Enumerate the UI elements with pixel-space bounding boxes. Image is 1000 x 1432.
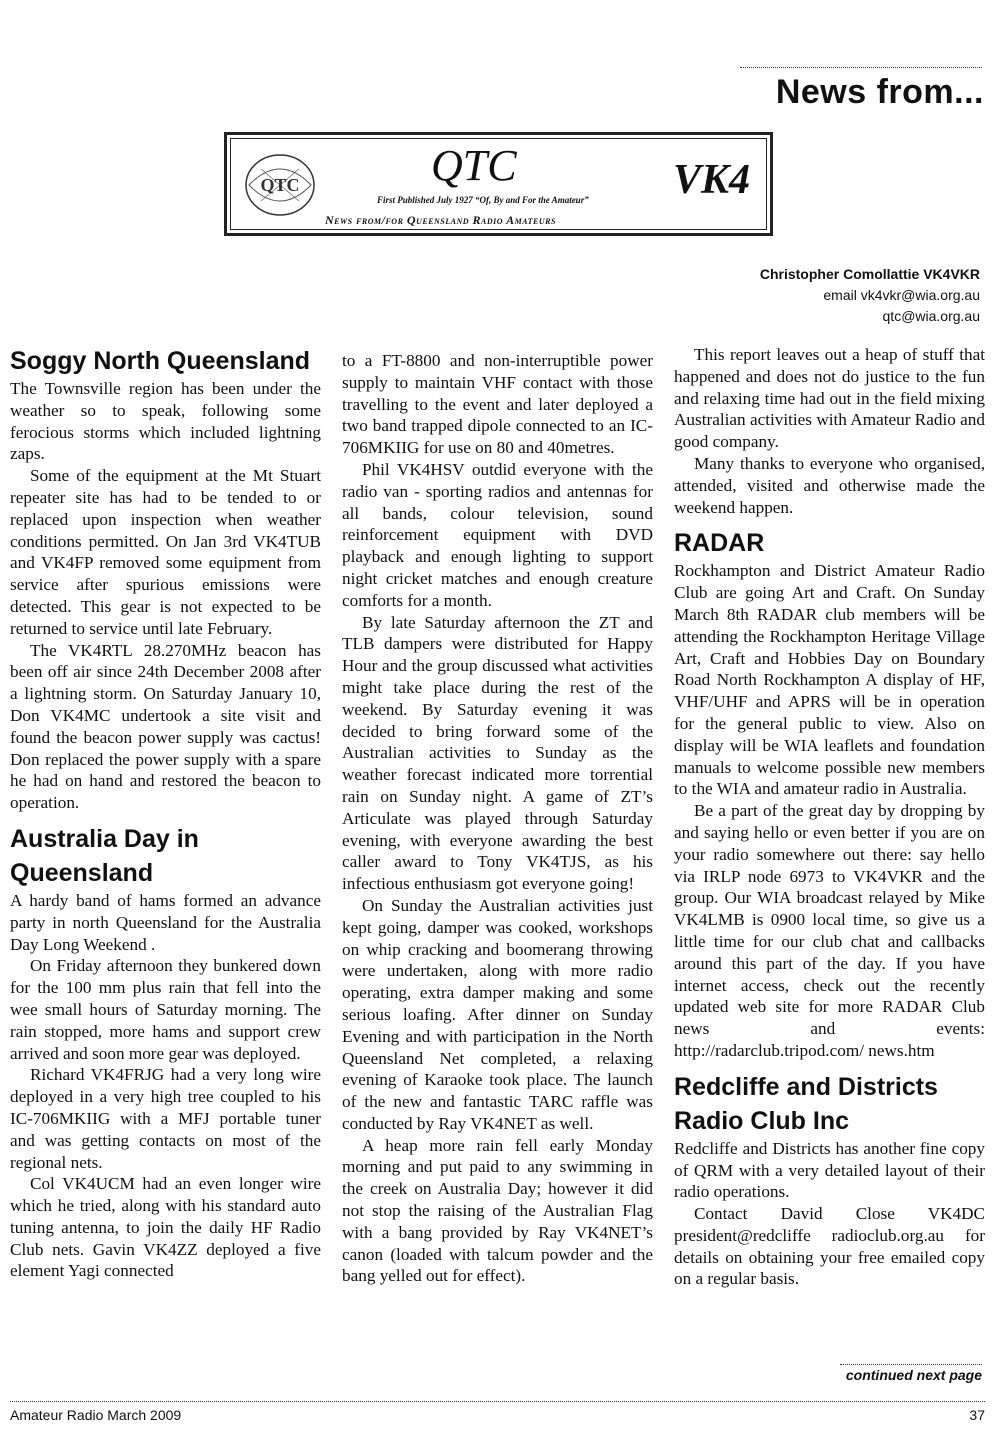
paragraph: Be a part of the great day by dropping by and saying hello or even better if you are on your radio somewhere out there: say hello via IRLP node 6973 to VK4VKR and the group. Our WIA broadcast relayed by Mike VK4LMB is 0900 local time, so give us a little time for our club chat and callbacks around this part of the day. If you have internet access, check out the recently updated web site for more RADAR Club news and events: http://radarclub.tripod.com/ news.htm: [674, 801, 985, 1060]
paragraph: Col VK4UCM had an even longer wire which he tried, along with his standard auto tuning antenna, to join the daily HF Radio Club nets. Gavin VK4ZZ deployed a five element Yagi connected: [10, 1174, 321, 1281]
heading-australia-day: Australia Day in Queensland: [10, 824, 199, 887]
section-title: News from...: [775, 73, 984, 111]
qtc-published-line: First Published July 1927 “Of, By and For the Amateur”: [377, 195, 589, 205]
column-2: [342, 350, 653, 1287]
paragraph: A heap more rain fell early Monday morning and put paid to any swimming in the creek on Australia Day; however it did not stop the raising of the Australian Flag with a bang provided by Ray VK4NET’s canon (loaded with talcum powder and the bang yelled out for effect).: [342, 1135, 653, 1286]
heading-redcliffe: Redcliffe and Districts Radio Club Inc: [674, 1072, 938, 1135]
paragraph: Contact David Close VK4DC president@redcliffe radioclub.org.au for details on obtaining your free emailed copy on a regular basis.: [674, 1204, 985, 1289]
heading-soggy-north-queensland: Soggy North Queensland: [10, 347, 311, 375]
paragraph: A hardy band of hams formed an advance party in north Queensland for the Australia Day Long Weekend .: [10, 890, 321, 954]
qtc-title: QTC: [431, 141, 517, 190]
qtc-tagline: News from/for Queensland Radio Amateurs: [325, 213, 556, 227]
paragraph: On Sunday the Australian activities just kept going, damper was cooked, workshops on whip cracking and boomerang throwing were undertaken, along with more radio operating, extra damper making and some serious loafing. After dinner on Sunday Evening and with participation in the North Queensland Net completed, a relaxing evening of Karaoke took place. The launch of the new and fantastic TARC raffle was conducted by Ray VK4NET as well.: [342, 895, 653, 1133]
qtc-banner-inner: [230, 138, 767, 230]
paragraph: Richard VK4FRJG had a very long wire deployed in a very high tree coupled to his IC-706MKIIG with a MFJ portable tuner and was getting contacts on most of the regional nets.: [10, 1065, 321, 1172]
heading-radar: RADAR: [674, 529, 765, 558]
qtc-region: VK4: [672, 157, 750, 203]
byline-email: email vk4vkr@wia.org.au: [823, 287, 980, 303]
paragraph: On Friday afternoon they bunkered down for the 100 mm plus rain that fell into the wee small hours of Saturday morning. The rain stopped, more hams and support crew arrived and soon more gear was deployed.: [10, 956, 321, 1063]
paragraph: The VK4RTL 28.270MHz beacon has been off air since 24th December 2008 after a lightning storm. On Saturday January 10, Don VK4MC undertook a site visit and found the beacon power supply was cactus! Don replaced the power supply with a spare he had on hand and restored the beacon to operation.: [10, 640, 321, 813]
column-1: [10, 344, 321, 1282]
paragraph: This report leaves out a heap of stuff that happened and does not do justice to the fun and relaxing time had out in the field mixing Australian activities with Amateur Radio and good company.: [674, 345, 985, 452]
footer-publication: Amateur Radio March 2009: [10, 1407, 182, 1423]
byline: [600, 264, 980, 327]
paragraph: By late Saturday afternoon the ZT and TLB dampers were distributed for Happy Hour and the group discussed what activities might take place during the rest of the weekend. By Saturday evening it was decided to bring forward some of the Australian activities to Sunday as the weather forecast indicated more torrential rain on Sunday night. A game of ZT’s Articulate was played through Saturday evening, with everyone awarding the best caller award to Tony VK4TJS, as his infectious enthusiasm got everyone going!: [342, 612, 653, 894]
qtc-logo-icon: [241, 149, 319, 221]
continued-next-page: continued next page: [840, 1364, 982, 1383]
paragraph: Many thanks to everyone who organised, attended, visited and otherwise made the weekend happen.: [674, 453, 985, 517]
column-3: [674, 344, 985, 1290]
svg-text:QTC: QTC: [260, 175, 300, 195]
paragraph: Some of the equipment at the Mt Stuart repeater site has had to be tended to or replaced upon inspection when weather conditions permitted. On Jan 3rd VK4TUB and VK4FP removed some equipment from service after spurious emissions were detected. This gear is not expected to be returned to service until late February.: [10, 466, 321, 638]
paragraph: Rockhampton and District Amateur Radio Club are going Art and Craft. On Sunday March 8th RADAR club members will be attending the Rockhampton Heritage Village Art, Craft and Hobbies Day on Boundary Road North Rockhampton A display of HF, VHF/UHF and APRS will be in operation for the general public to view. Also on display will be WIA leaflets and foundation manuals to welcome possible new members to the WIA and amateur radio in Australia.: [674, 561, 985, 799]
paragraph: Redcliffe and Districts has another fine copy of QRM with a very detailed layout of their radio operations.: [674, 1138, 985, 1202]
qtc-banner: [224, 132, 773, 236]
byline-author: Christopher Comollattie VK4VKR: [759, 266, 980, 282]
paragraph: Phil VK4HSV outdid everyone with the radio van - sporting radios and antennas for all bands, colour television, sound reinforcement equipment with DVD playback and enough lighting to support night cricket matches and enough creature comforts for a month.: [342, 459, 653, 610]
paragraph: The Townsville region has been under the weather so to speak, following some ferocious storms which included lightning zaps.: [10, 379, 321, 464]
paragraph: to a FT-8800 and non-interruptible power supply to maintain VHF contact with those travelling to the event and later deployed a two band trapped dipole connected to an IC-706MKIIG for use on 80 and 40metres.: [342, 351, 653, 458]
page-number: 37: [969, 1407, 985, 1423]
footer-rule: [10, 1401, 985, 1402]
byline-email-2: qtc@wia.org.au: [882, 308, 980, 324]
header-rule: [740, 67, 982, 68]
